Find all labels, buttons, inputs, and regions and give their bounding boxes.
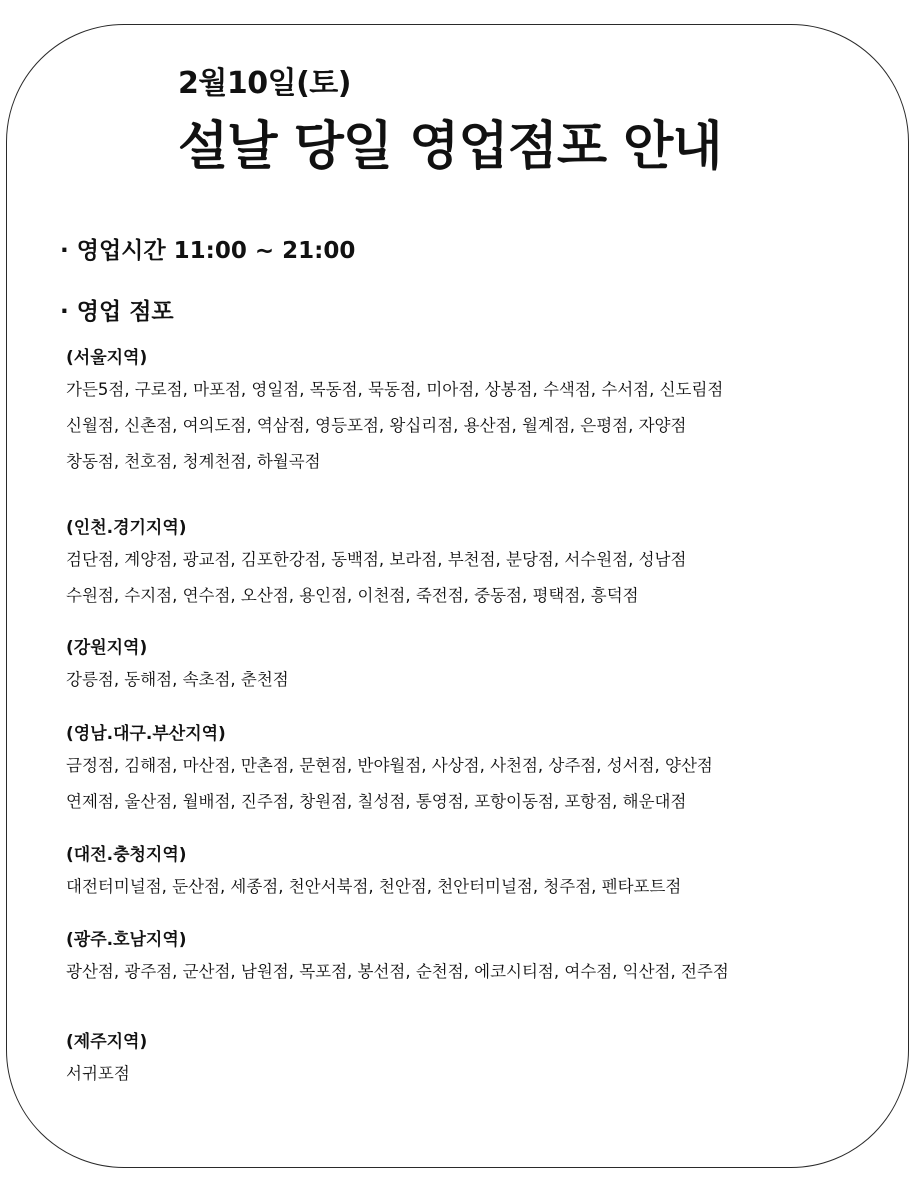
region-jeju xyxy=(66,1030,866,1096)
region-name: (영남.대구.부산지역) xyxy=(66,724,226,744)
store-line: 검단점, 계양점, 광교점, 김포한강점, 동백점, 보라점, 부천점, 분당점, 서수원점, 성남점 xyxy=(66,550,687,569)
store-line: 창동점, 천호점, 청계천점, 하월곡점 xyxy=(66,452,321,471)
region-seoul xyxy=(66,346,866,484)
notice-title: 설날 당일 영업점포 안내 xyxy=(178,117,722,177)
region-name: (제주지역) xyxy=(66,1032,148,1052)
region-name: (대전.충청지역) xyxy=(66,845,187,865)
store-line: 금정점, 김해점, 마산점, 만촌점, 문현점, 반야월점, 사상점, 사천점, 상주점, 성서점, 양산점 xyxy=(66,756,713,775)
store-line: 가든5점, 구로점, 마포점, 영일점, 목동점, 묵동점, 미아점, 상봉점, 수색점, 수서점, 신도림점 xyxy=(66,380,724,399)
store-line: 대전터미널점, 둔산점, 세종점, 천안서북점, 천안점, 천안터미널점, 청주점, 펜타포트점 xyxy=(66,877,682,896)
region-name: (서울지역) xyxy=(66,348,148,368)
store-line: 신월점, 신촌점, 여의도점, 역삼점, 영등포점, 왕십리점, 용산점, 월계점, 은평점, 자양점 xyxy=(66,416,687,435)
region-yeongnam xyxy=(66,722,866,824)
region-name: (광주.호남지역) xyxy=(66,930,187,950)
notice-date: 2월10일(토) xyxy=(178,66,351,101)
region-daejeon-chungcheong xyxy=(66,843,866,909)
region-gangwon xyxy=(66,636,866,702)
region-gwangju-honam xyxy=(66,928,866,994)
region-name: (인천.경기지역) xyxy=(66,518,187,538)
business-hours: · 영업시간 11:00 ~ 21:00 xyxy=(60,238,356,264)
store-line: 수원점, 수지점, 연수점, 오산점, 용인점, 이천점, 죽전점, 중동점, 평택점, 흥덕점 xyxy=(66,586,639,605)
region-incheon-gyeonggi xyxy=(66,516,866,618)
store-line: 광산점, 광주점, 군산점, 남원점, 목포점, 봉선점, 순천점, 에코시티점, 여수점, 익산점, 전주점 xyxy=(66,962,729,981)
store-line: 연제점, 울산점, 월배점, 진주점, 창원점, 칠성점, 통영점, 포항이동점, 포항점, 해운대점 xyxy=(66,792,687,811)
stores-heading: · 영업 점포 xyxy=(60,299,174,325)
store-line: 서귀포점 xyxy=(66,1064,130,1083)
region-name: (강원지역) xyxy=(66,638,148,658)
store-line: 강릉점, 동해점, 속초점, 춘천점 xyxy=(66,670,289,689)
